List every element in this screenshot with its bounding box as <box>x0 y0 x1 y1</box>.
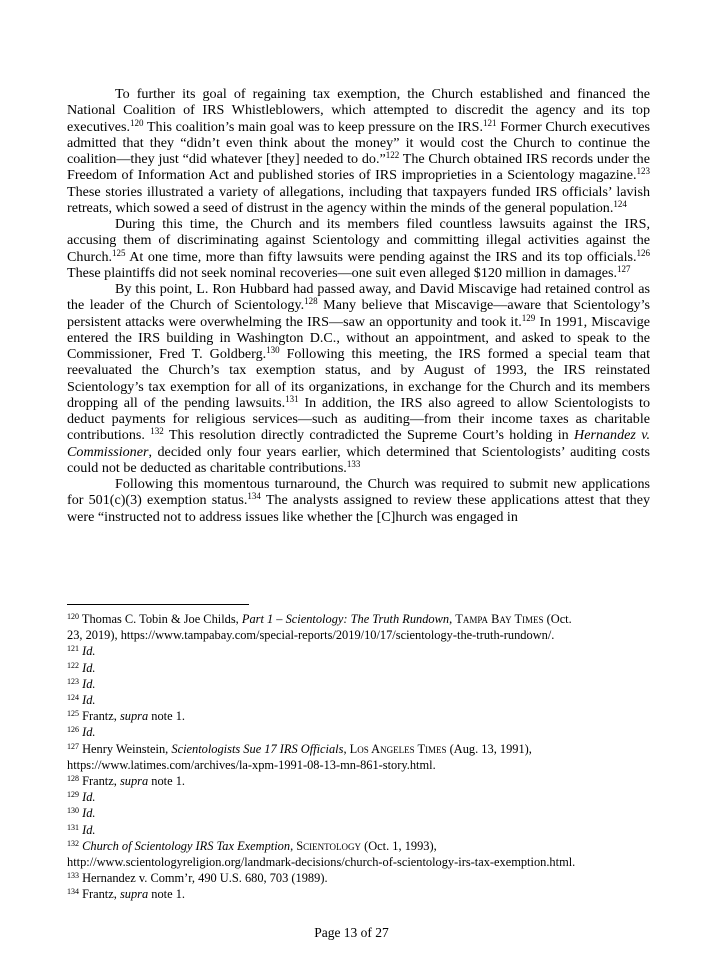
footnote-number: 127 <box>67 741 79 751</box>
italic-text: Church of Scientology IRS Tax Exemption <box>82 838 291 853</box>
footnote-120: $^{120}$ Thomas C. Tobin & Joe Childs, Part 1 – Scientology: The Truth Rundown, Tampa Bay Times (Oct. 23, 2019), https://www.tampabay.com/special-reports/2019/10/17/scientology-the-truth-rundown/. <box>67 612 572 643</box>
footnote-reference: 121 <box>483 117 497 128</box>
italic-text: supra <box>119 887 149 902</box>
paragraph: Following this momentous turnaround, the Church was required to submit new applications for 501(c)(3) exemption status.$^{134}$ The analysts assigned to review these applications attest that they were “instructed not to address issues like whether the [C]hurch was engaged in <box>67 476 650 525</box>
footnote-reference: 127 <box>617 263 631 274</box>
italic-text: Id. <box>82 693 96 708</box>
footnote-131 <box>67 822 650 838</box>
footnote-123 <box>67 676 650 692</box>
footnote-number: 128 <box>67 774 79 784</box>
italic-text: Scientologists Sue 17 IRS Officials <box>171 741 344 756</box>
footnote-reference: 131 <box>285 393 299 404</box>
footnotes <box>67 611 650 903</box>
footnote-129 <box>67 789 650 805</box>
footnote-number: 131 <box>67 822 79 832</box>
footnote-124 <box>67 692 650 708</box>
footnote-reference: 125 <box>112 247 126 258</box>
paragraph: During this time, the Church and its members filed countless lawsuits against the IRS, accusing them of discriminating against Scientology and committing illegal activities against the Church.$^{125}$ At one time, more than fifty lawsuits were pending against the IRS and its top officials.$^{126}$ These plaintiffs did not seek nominal recoveries—one suit even alleged $120 million in damages.$^{127}$ <box>67 216 650 281</box>
italic-text: supra <box>119 774 149 789</box>
footnote-number: 121 <box>67 644 79 654</box>
footnote-133: $^{133}$ Hernandez v. Comm’r, 490 U.S. 680, 703 (1989). <box>67 871 328 886</box>
footnote-number: 123 <box>67 676 79 686</box>
small-caps-text: Scientology <box>296 838 361 853</box>
paragraph: By this point, L. Ron Hubbard had passed away, and David Miscavige had retained control as the leader of the Church of Scientology.$^{128}$ Many believe that Miscavige—aware that Scientology’s persistent attacks were overwhelming the IRS—saw an opportunity and took it.$^{129}$ In 1991, Miscavige entered the IRS building in Washington D.C., without an appointment, and asked to speak to the Commissioner, Fred T. Goldberg.$^{130}$ Following this meeting, the IRS formed a special team that reevaluated the Church’s tax exemption status, and by August of 1993, the IRS reinstated Scientology’s tax exemption for all of its organizations, in exchange for the Church and its members dropping all of the pending lawsuits.$^{131}$ In addition, the IRS also agreed to allow Scientologists to deduct payments for religious services—such as auditing—from their income taxes as charitable contributions. $^{132}$ This resolution directly contradicted the Supreme Court’s holding in Hernandez v. Commissioner, decided only four years earlier, which determined that Scientologists’ auditing costs could not be deducted as charitable contributions.$^{133}$ <box>67 281 650 476</box>
footnote-reference: 132 <box>150 426 164 437</box>
paragraph: To further its goal of regaining tax exemption, the Church established and financed the National Coalition of IRS Whistleblowers, which attempted to discredit the agency and its top executives.$^{120}$ This coalition’s main goal was to keep pressure on the IRS.$^{121}$ Former Church executives admitted that they “didn’t even think about the money” it would cost the Church to continue the coalition—they just “did whatever [they] needed to do.”$^{122}$ The Church obtained IRS records under the Freedom of Information Act and published stories of IRS improprieties in a Scientology magazine.$^{123}$ These stories illustrated a variety of allegations, including that taxpayers funded IRS officials’ lavish retreats, which sowed a seed of distrust in the agency within the minds of the general population.$^{124}$ <box>67 86 651 216</box>
italic-text: Id. <box>82 644 96 659</box>
footnote-number: 124 <box>67 693 79 703</box>
page-number: Page 13 of 27 <box>314 925 389 940</box>
italic-text: Id. <box>82 790 96 805</box>
footnote-125: $^{125}$ Frantz, supra note 1. <box>67 709 186 724</box>
footnote-reference: 124 <box>613 198 627 209</box>
italic-text: supra <box>119 709 149 724</box>
footnote-reference: 130 <box>266 345 280 355</box>
footnote-reference: 129 <box>521 312 536 323</box>
small-caps-text: Los Angeles Times <box>349 741 447 756</box>
footnote-reference: 128 <box>304 296 318 307</box>
footnote-number: 132 <box>67 838 79 848</box>
footnote-reference: 134 <box>247 491 261 502</box>
footnote-number: 130 <box>67 806 79 816</box>
footnote-number: 122 <box>67 660 79 670</box>
footnote-126 <box>67 724 650 740</box>
footnote-number: 129 <box>67 790 79 800</box>
footnote-127: $^{127}$ Henry Weinstein, Scientologists Sue 17 IRS Officials, Los Angeles Times (Aug. 13, 1991), https://www.latimes.com/archives/la-xpm-1991-08-13-mn-861-story.html. <box>67 741 532 772</box>
footnote-number: 120 <box>67 612 79 621</box>
footnote-128: $^{128}$ Frantz, supra note 1. <box>67 774 186 789</box>
body-text <box>67 86 650 525</box>
small-caps-text: Tampa Bay Times <box>455 612 544 626</box>
italic-text: Id. <box>82 822 96 837</box>
footnote-number: 134 <box>67 887 79 897</box>
footnote-122 <box>67 660 650 676</box>
italic-text: Hernandez v. Commissioner <box>67 427 650 460</box>
italic-text: Part 1 – Scientology: The Truth Rundown <box>241 612 450 626</box>
footnote-number: 125 <box>67 709 79 719</box>
footnote-reference: 123 <box>636 166 650 177</box>
footnote-134: $^{134}$ Frantz, supra note 1. <box>67 887 186 902</box>
italic-text: Id. <box>82 676 96 691</box>
footnote-121 <box>67 643 650 659</box>
italic-text: Id. <box>82 660 96 675</box>
footnote-130 <box>67 805 650 821</box>
footnote-number: 133 <box>67 871 79 881</box>
footnote-reference: 133 <box>346 458 361 469</box>
footnote-reference: 120 <box>130 117 144 128</box>
footnote-reference: 122 <box>385 150 400 160</box>
footnote-separator <box>67 604 249 605</box>
italic-text: Id. <box>82 806 96 821</box>
italic-text: Id. <box>82 725 96 740</box>
footnote-132: $^{132}$ Church of Scientology IRS Tax Exemption, Scientology (Oct. 1, 1993), http://www.scientologyreligion.org/landmark-decisions/church-of-scientology-irs-tax-exemption.html. <box>67 838 576 870</box>
footnote-reference: 126 <box>636 247 650 258</box>
footnote-number: 126 <box>67 725 79 735</box>
